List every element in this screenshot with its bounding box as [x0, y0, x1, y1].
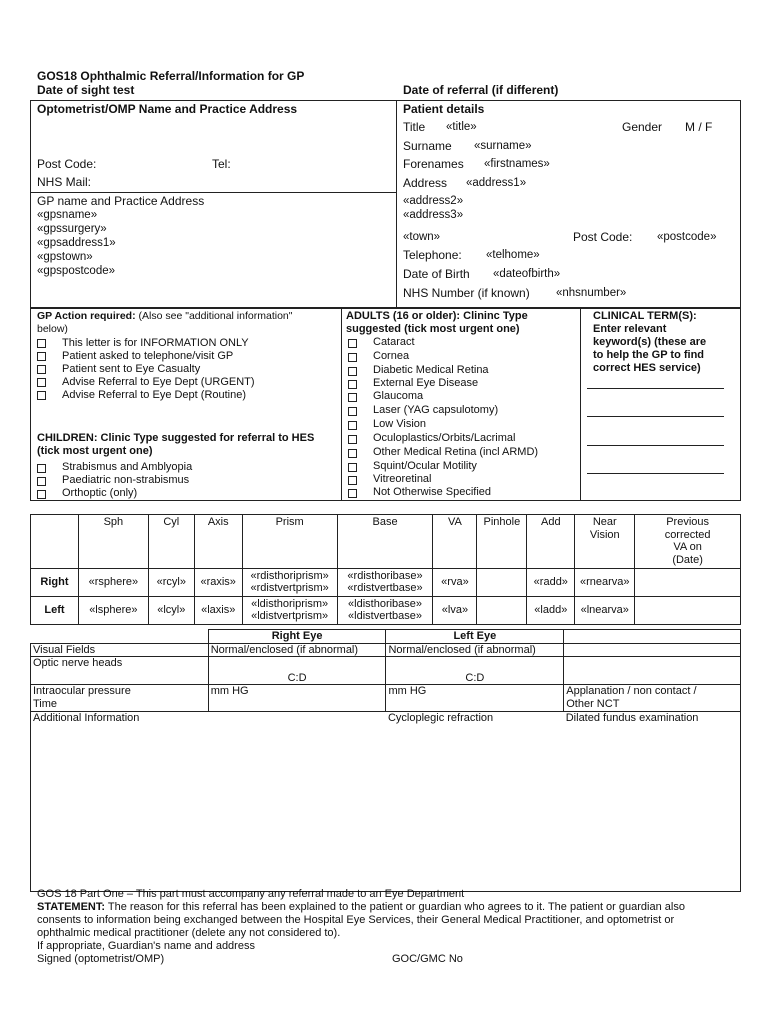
- cycloplegic-label[interactable]: Cycloplegic refraction: [386, 712, 564, 892]
- time-label: Time: [33, 697, 58, 710]
- gp-heading: GP name and Practice Address: [37, 194, 205, 208]
- applanation-label: Applanation / non contact /: [566, 685, 697, 698]
- iop-label-cell: [31, 685, 209, 712]
- adults-checkbox[interactable]: [348, 393, 357, 402]
- form-title: GOS18 Ophthalmic Referral/Information for GP: [37, 69, 305, 83]
- clinical-term-entry-line[interactable]: [587, 416, 724, 417]
- rx-cell[interactable]: «radd»: [527, 568, 575, 596]
- gp-action-checkbox[interactable]: [37, 365, 46, 374]
- prescription-header-row: [31, 515, 741, 569]
- adults-option: Squint/Ocular Motility: [373, 460, 477, 472]
- gp-line: «gpstown»: [37, 251, 93, 263]
- title-label: Title: [403, 120, 426, 134]
- rx-cell[interactable]: «rsphere»: [78, 568, 148, 596]
- exam-cell: [31, 630, 209, 644]
- adults-checkbox[interactable]: [348, 407, 357, 416]
- adults-heading-line2: suggested (tick most urgent one): [346, 323, 520, 335]
- additional-info-label[interactable]: Additional Information: [31, 712, 209, 892]
- adults-option: Not Otherwise Specified: [373, 486, 491, 498]
- rx-cell[interactable]: «laxis»: [194, 596, 242, 624]
- gp-line: «gpssurgery»: [37, 223, 107, 235]
- rx-header-cell: Previous corrected VA on (Date): [635, 515, 741, 569]
- clinical-term-entry-line[interactable]: [587, 388, 724, 389]
- clinical-term-entry-line[interactable]: [587, 473, 724, 474]
- patient-heading: Patient details: [403, 102, 485, 116]
- rx-header-cell: Prism: [242, 515, 337, 569]
- exam-row-optic-nerve: [31, 657, 741, 685]
- clinical-terms-line: to help the GP to find: [593, 349, 705, 361]
- dob-label: Date of Birth: [403, 267, 470, 281]
- date-referral-label: Date of referral (if different): [403, 83, 559, 97]
- exam-cell: [564, 630, 741, 644]
- statement-line: consents to information being exchanged between the Hospital Eye Services, their General Medical Practitioner, and optometrist or: [37, 914, 675, 926]
- dob-value: «dateofbirth»: [493, 268, 561, 280]
- gp-action-option: Advise Referral to Eye Dept (URGENT): [62, 376, 255, 388]
- children-heading-line2: (tick most urgent one): [37, 445, 153, 457]
- adults-option: External Eye Disease: [373, 377, 479, 389]
- adults-heading: ADULTS (16 or older): Clininc Type: [346, 310, 528, 322]
- gp-line: «gpsname»: [37, 209, 98, 221]
- part-one-note: GOS 18 Part One – This part must accompany any referral made to an Eye Department: [37, 888, 465, 900]
- signed-label: Signed (optometrist/OMP): [37, 953, 165, 965]
- prescription-row-left: [31, 596, 741, 624]
- rx-cell[interactable]: «ladd»: [527, 596, 575, 624]
- children-option: Orthoptic (only): [62, 487, 138, 499]
- children-option: Strabismus and Amblyopia: [62, 461, 193, 473]
- rx-cell[interactable]: «lcyl»: [148, 596, 194, 624]
- left-eye-header: Left Eye: [386, 630, 564, 644]
- date-sight-test-label: Date of sight test: [37, 83, 135, 97]
- telephone-value: «telhome»: [486, 249, 540, 261]
- gp-action-heading: GP Action required: (Also see "additional information": [37, 310, 293, 322]
- rx-header-cell: Cyl: [148, 515, 194, 569]
- nhs-number-label: NHS Number (if known): [403, 286, 530, 300]
- optometrist-heading: Optometrist/OMP Name and Practice Address: [37, 102, 298, 116]
- adults-option: Glaucoma: [373, 390, 424, 402]
- adults-checkbox[interactable]: [348, 463, 357, 472]
- adults-checkbox[interactable]: [348, 489, 357, 498]
- rx-cell[interactable]: «rdisthoriprism» «rdistvertprism»: [242, 568, 337, 596]
- gp-action-option: Patient asked to telephone/visit GP: [62, 350, 234, 362]
- clinical-term-entry-line[interactable]: [587, 445, 724, 446]
- gp-line: «gpspostcode»: [37, 265, 116, 277]
- rx-cell[interactable]: «rcyl»: [148, 568, 194, 596]
- children-checkbox[interactable]: [37, 464, 46, 473]
- rx-header-cell: Sph: [78, 515, 148, 569]
- title-value: «title»: [446, 121, 477, 133]
- patient-postcode-label: Post Code:: [573, 230, 633, 244]
- gp-action-heading-line2: below): [37, 323, 68, 335]
- address1-value: «address1»: [466, 177, 527, 189]
- adults-option: Laser (YAG capsulotomy): [373, 404, 499, 416]
- rx-row-label: Right: [31, 568, 79, 596]
- prescription-row-right: [31, 568, 741, 596]
- gp-action-option: Advise Referral to Eye Dept (Routine): [62, 389, 247, 401]
- surname-label: Surname: [403, 139, 452, 153]
- rx-cell[interactable]: «lva»: [433, 596, 477, 624]
- clinical-terms-line: Enter relevant: [593, 323, 667, 335]
- gp-line: «gpsaddress1»: [37, 237, 116, 249]
- adults-option: Oculoplastics/Orbits/Lacrimal: [373, 432, 516, 444]
- adults-checkbox[interactable]: [348, 476, 357, 485]
- exam-row-visual-fields: [31, 643, 741, 657]
- exam-header-row: [31, 630, 741, 644]
- visual-fields-right[interactable]: Normal/enclosed (if abnormal): [208, 643, 386, 657]
- rx-cell[interactable]: [635, 568, 741, 596]
- statement-line: STATEMENT: The reason for this referral has been explained to the patient or guardian who agrees to it. The patient or guardian also: [37, 901, 685, 913]
- adults-checkbox[interactable]: [348, 380, 357, 389]
- rx-cell[interactable]: «rnearva»: [575, 568, 635, 596]
- rx-cell[interactable]: [477, 568, 527, 596]
- address3-value: «address3»: [403, 209, 464, 221]
- visual-fields-left[interactable]: Normal/enclosed (if abnormal): [386, 643, 564, 657]
- adults-option: Diabetic Medical Retina: [373, 364, 489, 376]
- exam-cell[interactable]: [208, 712, 386, 892]
- optic-nerve-right[interactable]: C:D: [208, 657, 386, 685]
- children-checkbox[interactable]: [37, 477, 46, 486]
- rx-cell[interactable]: «ldisthoriprism» «ldistvertprism»: [242, 596, 337, 624]
- forenames-label: Forenames: [403, 157, 464, 171]
- statement-line: ophthalmic medical practitioner (delete any not considered to).: [37, 927, 341, 939]
- patient-postcode-value: «postcode»: [657, 231, 717, 243]
- rx-cell[interactable]: «rva»: [433, 568, 477, 596]
- exam-cell[interactable]: [564, 657, 741, 685]
- opt-post-code-label: Post Code:: [37, 157, 97, 171]
- gender-label: Gender: [622, 120, 663, 134]
- adults-checkbox[interactable]: [348, 435, 357, 444]
- adults-checkbox[interactable]: [348, 353, 357, 362]
- visual-fields-label: Visual Fields: [31, 643, 209, 657]
- gender-value: M / F: [685, 120, 713, 134]
- rx-cell[interactable]: [477, 596, 527, 624]
- iop-method-cell[interactable]: [564, 685, 741, 712]
- dilated-label[interactable]: Dilated fundus examination: [564, 712, 741, 892]
- guardian-label: If appropriate, Guardian's name and address: [37, 940, 255, 952]
- gp-action-option: Patient sent to Eye Casualty: [62, 363, 201, 375]
- adults-checkbox[interactable]: [348, 339, 357, 348]
- clinical-terms-heading: CLINICAL TERM(S):: [593, 310, 697, 322]
- nhs-number-value: «nhsnumber»: [556, 287, 627, 299]
- adults-checkbox[interactable]: [348, 367, 357, 376]
- adults-checkbox[interactable]: [348, 421, 357, 430]
- surname-value: «surname»: [474, 140, 532, 152]
- exam-row-additional: [31, 712, 741, 892]
- optic-nerve-label: Optic nerve heads: [31, 657, 209, 685]
- rx-cell[interactable]: «lnearva»: [575, 596, 635, 624]
- gp-action-option: This letter is for INFORMATION ONLY: [62, 337, 249, 349]
- right-eye-header: Right Eye: [208, 630, 386, 644]
- nhs-mail-label: NHS Mail:: [37, 175, 92, 189]
- gp-action-checkbox[interactable]: [37, 391, 46, 400]
- adults-option: Cataract: [373, 336, 415, 348]
- adults-option: Low Vision: [373, 418, 426, 430]
- optic-nerve-left[interactable]: C:D: [386, 657, 564, 685]
- iop-left[interactable]: mm HG: [386, 685, 564, 712]
- rx-cell[interactable]: «rdisthoribase» «rdistvertbase»: [337, 568, 433, 596]
- address-label: Address: [403, 176, 448, 190]
- rx-header-cell: Pinhole: [477, 515, 527, 569]
- rx-header-cell: Add: [527, 515, 575, 569]
- address2-value: «address2»: [403, 195, 464, 207]
- clinical-terms-line: keyword(s) (these are: [593, 336, 707, 348]
- rx-header-cell: Near Vision: [575, 515, 635, 569]
- adults-option: Cornea: [373, 350, 410, 362]
- rx-cell[interactable]: «raxis»: [194, 568, 242, 596]
- forenames-value: «firstnames»: [484, 158, 550, 170]
- clinical-terms-line: correct HES service): [593, 362, 701, 374]
- iop-label: Intraocular pressure: [33, 685, 131, 698]
- telephone-label: Telephone:: [403, 248, 462, 262]
- gp-action-checkbox[interactable]: [37, 378, 46, 387]
- children-checkbox[interactable]: [37, 490, 46, 499]
- gp-action-checkbox[interactable]: [37, 339, 46, 348]
- town-value: «town»: [403, 231, 441, 243]
- iop-right[interactable]: mm HG: [208, 685, 386, 712]
- goc-gmc-label: GOC/GMC No: [392, 953, 463, 965]
- opt-tel-label: Tel:: [212, 157, 231, 171]
- other-nct-label: Other NCT: [566, 697, 620, 710]
- adults-option: Vitreoretinal: [373, 473, 432, 485]
- prescription-table: [30, 514, 741, 625]
- rx-row-label: Left: [31, 596, 79, 624]
- rx-header-cell: Base: [337, 515, 433, 569]
- adults-option: Other Medical Retina (incl ARMD): [373, 446, 539, 458]
- rx-header-cell: Axis: [194, 515, 242, 569]
- gp-action-checkbox[interactable]: [37, 352, 46, 361]
- exam-row-iop: [31, 685, 741, 712]
- rx-cell[interactable]: «lsphere»: [78, 596, 148, 624]
- exam-cell[interactable]: [564, 643, 741, 657]
- examination-table: [30, 629, 741, 892]
- rx-cell[interactable]: [635, 596, 741, 624]
- rx-header-cell: VA: [433, 515, 477, 569]
- adults-checkbox[interactable]: [348, 449, 357, 458]
- children-heading: CHILDREN: Clinic Type suggested for referral to HES: [37, 432, 315, 444]
- children-option: Paediatric non-strabismus: [62, 474, 190, 486]
- rx-header-cell: [31, 515, 79, 569]
- rx-cell[interactable]: «ldisthoribase» «ldistvertbase»: [337, 596, 433, 624]
